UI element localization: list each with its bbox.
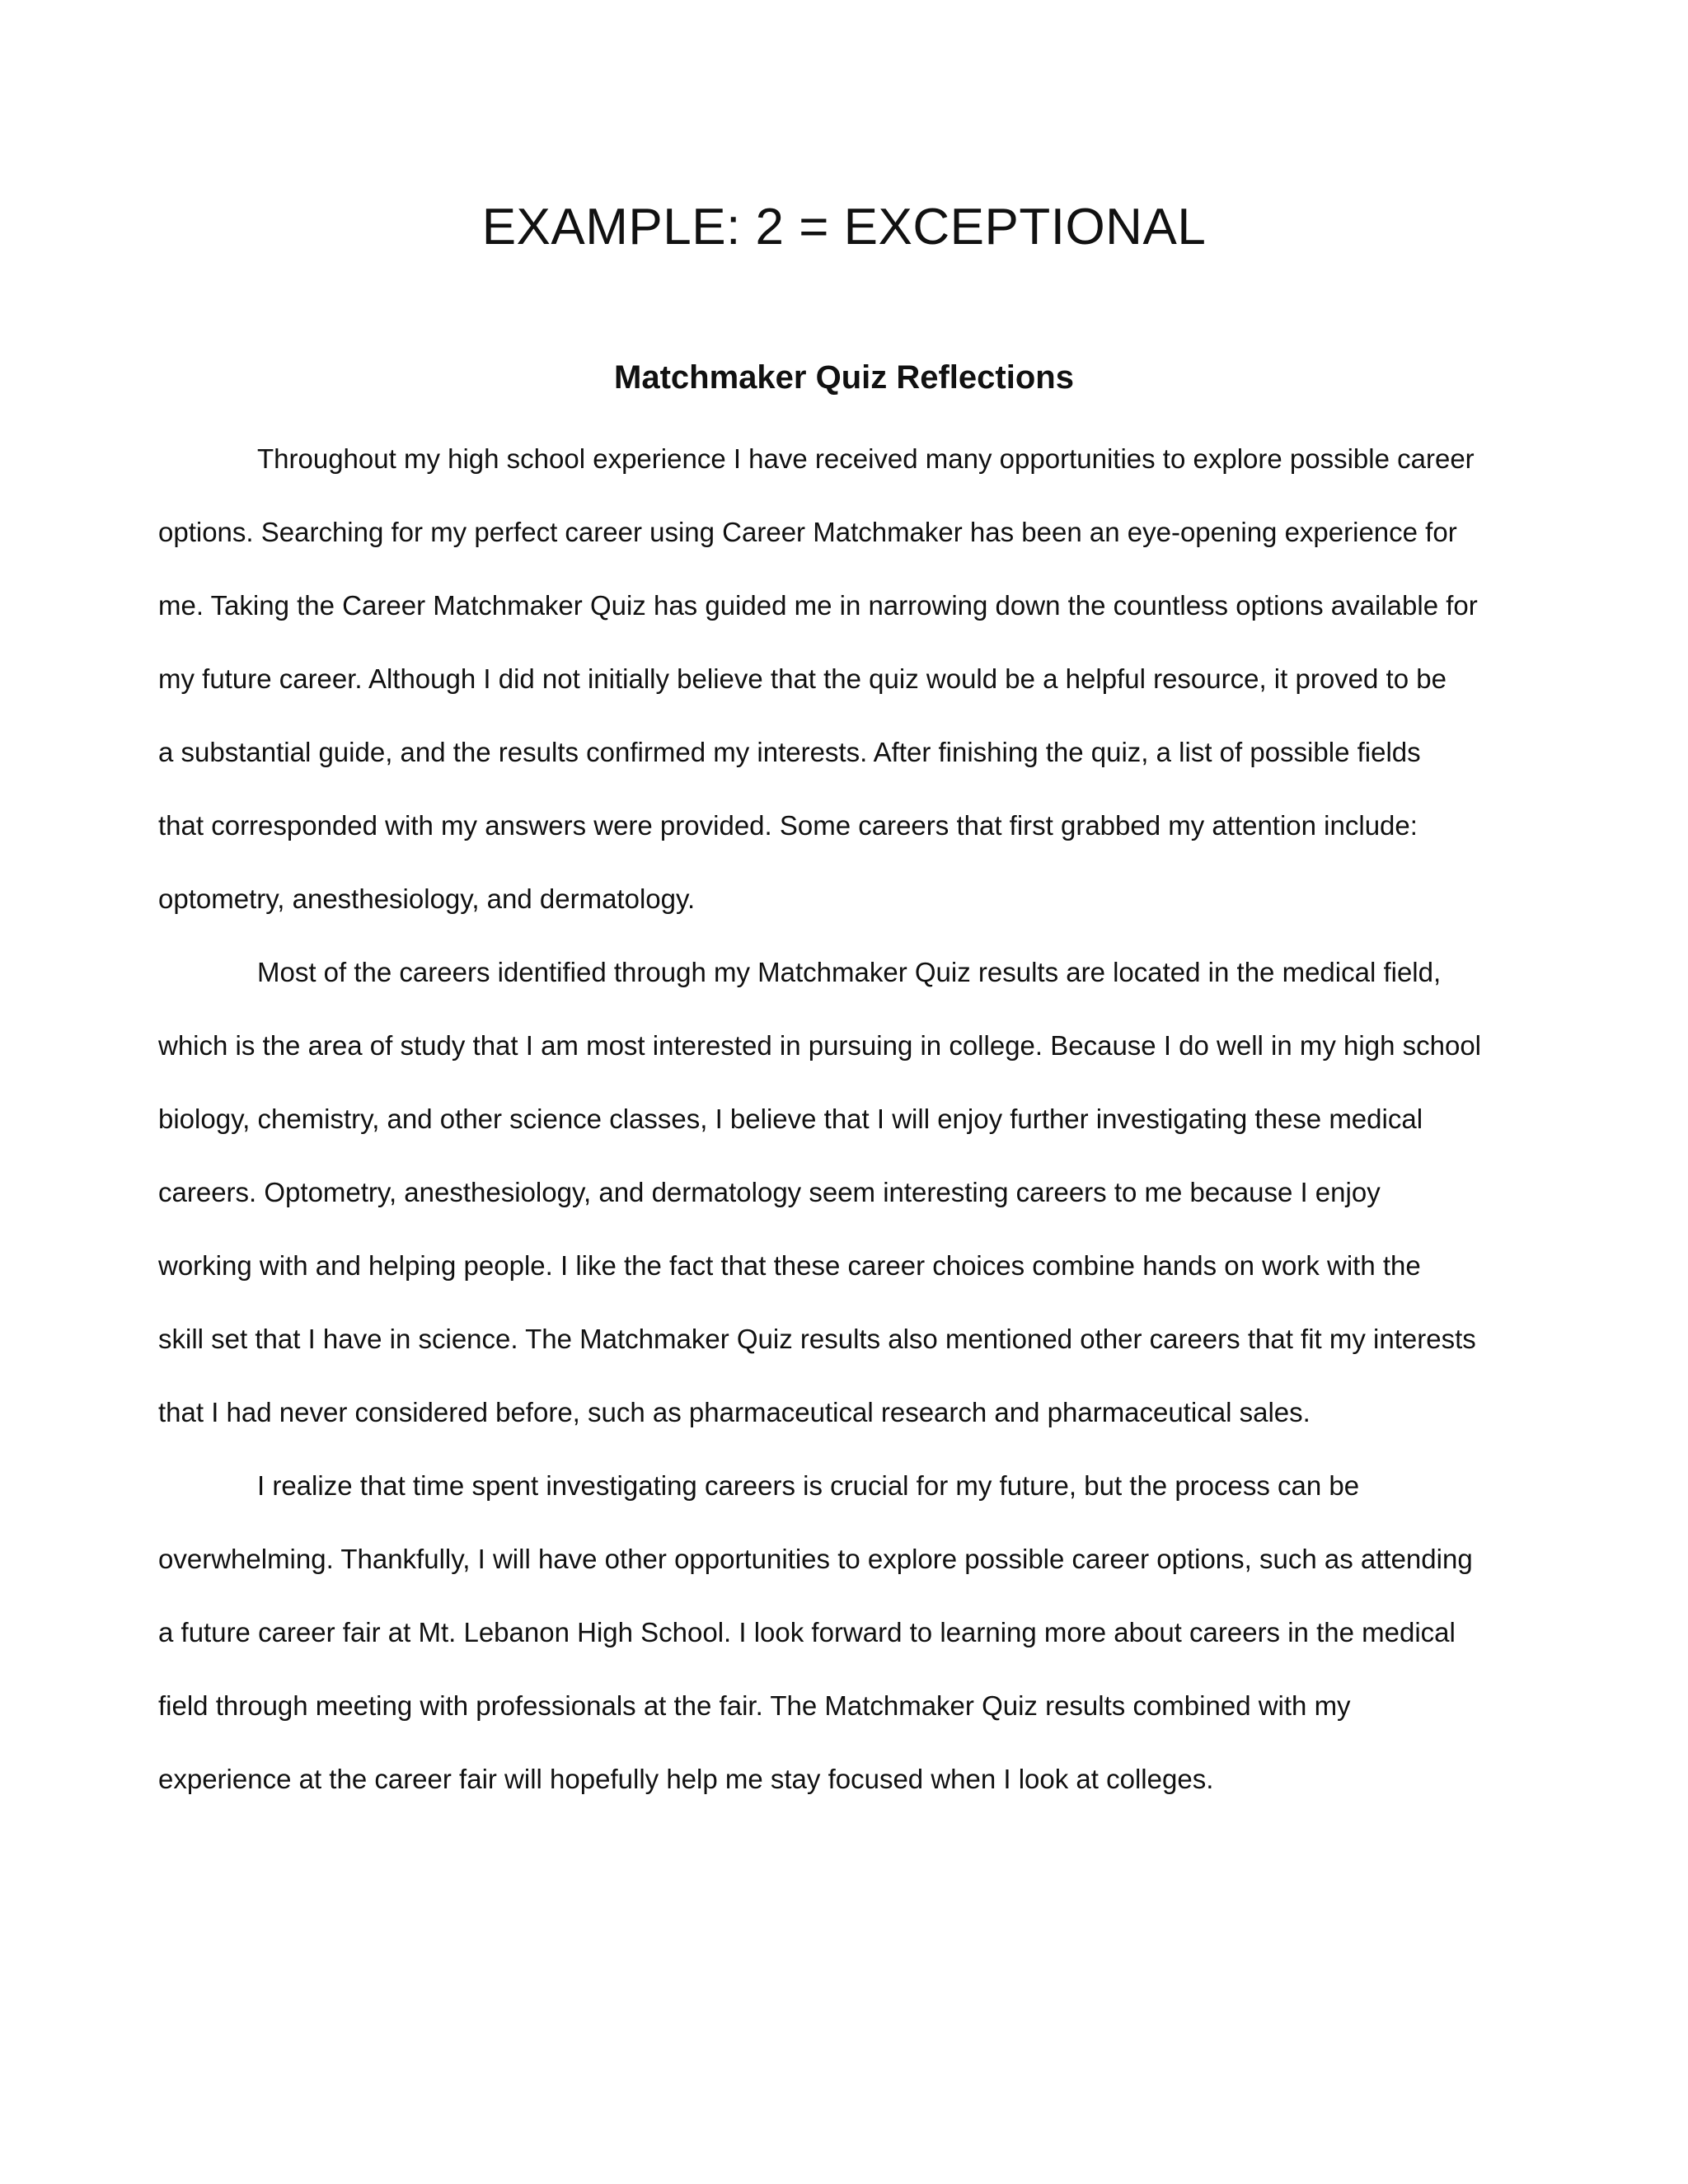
paragraph-line: experience at the career fair will hopefully help me stay focused when I look at colleges. bbox=[158, 1764, 1214, 1794]
paragraph-line: overwhelming. Thankfully, I will have other opportunities to explore possible career options, such as attending bbox=[158, 1544, 1473, 1574]
paragraph-line: skill set that I have in science. The Matchmaker Quiz results also mentioned other careers that fit my interests bbox=[158, 1324, 1476, 1354]
paragraph-line: Most of the careers identified through my Matchmaker Quiz results are located in the medical field, bbox=[257, 957, 1442, 987]
paragraph-line: Throughout my high school experience I have received many opportunities to explore possible career bbox=[257, 443, 1475, 474]
paragraph-line: biology, chemistry, and other science classes, I believe that I will enjoy further investigating these medical bbox=[158, 1104, 1423, 1134]
paragraph-line: that corresponded with my answers were provided. Some careers that first grabbed my attention include: bbox=[158, 810, 1418, 841]
paragraph-line: my future career. Although I did not initially believe that the quiz would be a helpful resource, it proved to be bbox=[158, 663, 1447, 694]
paragraph-line: working with and helping people. I like the fact that these career choices combine hands on work with the bbox=[158, 1250, 1421, 1281]
page-heading: EXAMPLE: 2 = EXCEPTIONAL bbox=[481, 199, 1207, 255]
paragraph-line: I realize that time spent investigating careers is crucial for my future, but the process can be bbox=[257, 1470, 1360, 1501]
paragraph-line: careers. Optometry, anesthesiology, and dermatology seem interesting careers to me because I enjoy bbox=[158, 1177, 1381, 1207]
paragraph-line: that I had never considered before, such as pharmaceutical research and pharmaceutical sales. bbox=[158, 1397, 1311, 1427]
paragraph-line: a future career fair at Mt. Lebanon High School. I look forward to learning more about careers in the medical bbox=[158, 1617, 1456, 1647]
document-title: Matchmaker Quiz Reflections bbox=[614, 359, 1074, 396]
paragraph-line: field through meeting with professionals at the fair. The Matchmaker Quiz results combined with my bbox=[158, 1690, 1351, 1721]
paragraph-line: me. Taking the Career Matchmaker Quiz has guided me in narrowing down the countless options available for bbox=[158, 590, 1478, 621]
paragraph-line: options. Searching for my perfect career using Career Matchmaker has been an eye-opening experience for bbox=[158, 517, 1457, 547]
paragraph-line: a substantial guide, and the results confirmed my interests. After finishing the quiz, a list of possible fields bbox=[158, 737, 1421, 767]
paragraph-line: optometry, anesthesiology, and dermatology. bbox=[158, 883, 696, 914]
paragraph-line: which is the area of study that I am most interested in pursuing in college. Because I do well in my high school bbox=[158, 1030, 1482, 1061]
